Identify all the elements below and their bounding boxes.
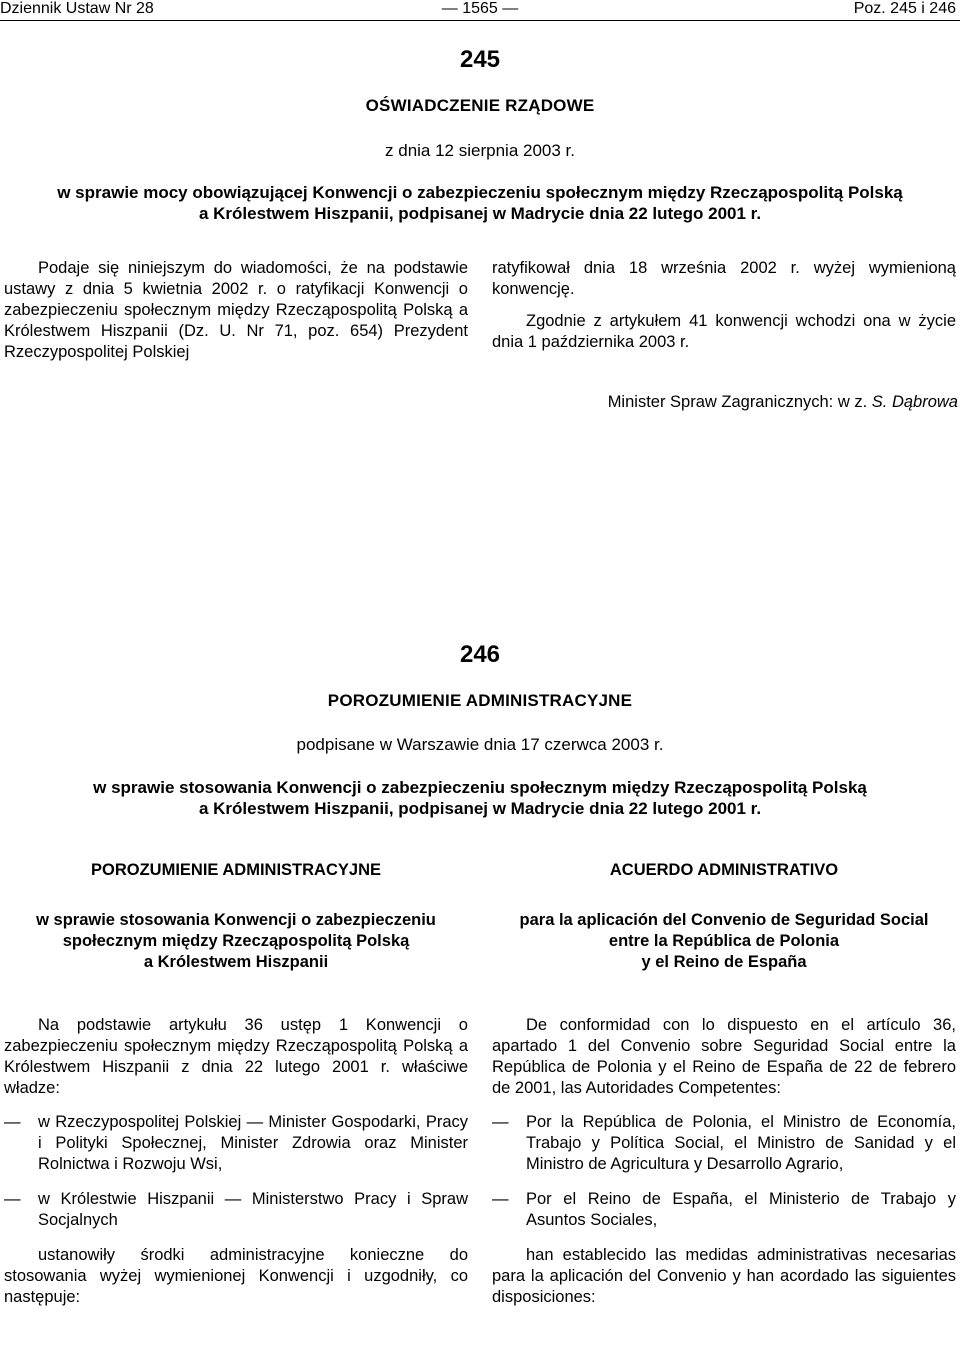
pl-item1-text: w Rzeczypospolitej Polskiej — Minister Gospodarki, Pracy i Polityki Społecznej, Minister Zdrowia oraz Minister Rolnictwa i Rozwoju Wsi, — [38, 1113, 468, 1173]
doc246-date: podpisane w Warszawie dnia 17 czerwca 2003 r. — [296, 735, 664, 754]
doc246-number: 246 — [459, 641, 501, 668]
pl-agreement-subtitle — [4, 910, 468, 973]
doc245-right-paragraph1: ratyfikował dnia 18 września 2002 r. wyżej wymienioną konwencję. — [492, 259, 956, 298]
signature-name: S. Dąbrowa — [871, 393, 958, 411]
pl-subtitle-line2: społecznym między Rzecząpospolitą Polską — [62, 932, 410, 950]
pl-agreement-title: POROZUMIENIE ADMINISTRACYJNE — [91, 861, 381, 879]
page-number: — 1565 — — [441, 0, 519, 17]
doc246-subject-line2: a Królestwem Hiszpanii, podpisanej w Madrycie dnia 22 lutego 2001 r. — [198, 799, 762, 818]
doc245-subject-line1: w sprawie mocy obowiązującej Konwencji o zabezpieczeniu społecznym między Rzecząpospolitą Polską — [57, 183, 903, 202]
signature-role: Minister Spraw Zagranicznych: w z. — [607, 393, 872, 411]
es-item2-text: Por el Reino de España, el Ministerio de Trabajo y Asuntos Sociales, — [526, 1190, 956, 1229]
pl-closing: ustanowiły środki administracyjne konieczne do stosowania wyżej wymienionej Konwencji i uzgodniły, co następuje: — [4, 1246, 468, 1306]
es-body — [492, 1015, 956, 1308]
dash-marker: — — [492, 1190, 509, 1208]
pl-list-item — [4, 1112, 468, 1175]
es-agreement-title: ACUERDO ADMINISTRATIVO — [609, 861, 839, 879]
header-rule — [0, 20, 960, 21]
es-intro: De conformidad con lo dispuesto en el artículo 36, apartado 1 del Convenio sobre Seguridad Social entre la República de Polonia y el Reino de España de 22 de febrero de 2001, las Autoridades Competentes: — [492, 1016, 956, 1097]
doc245-right-column — [492, 258, 956, 353]
doc245-title: OŚWIADCZENIE RZĄDOWE — [365, 96, 595, 115]
dash-marker: — — [4, 1113, 21, 1131]
doc245-left-column — [4, 258, 468, 363]
doc245-signature — [358, 393, 958, 412]
pl-intro: Na podstawie artykułu 36 ustęp 1 Konwencji o zabezpieczeniu społecznym między Rzecząpospolitą Polską a Królestwem Hiszpanii z dnia 22 lutego 2001 r. właściwe władze: — [4, 1016, 468, 1097]
pl-subtitle-line1: w sprawie stosowania Konwencji o zabezpieczeniu — [36, 911, 436, 929]
pl-item2-text: w Królestwie Hiszpanii — Ministerstwo Pracy i Spraw Socjalnych — [38, 1190, 468, 1229]
dash-marker: — — [4, 1190, 21, 1208]
pl-list-item — [4, 1189, 468, 1231]
page-header — [0, 0, 960, 20]
doc245-right-paragraph2: Zgodnie z artykułem 41 konwencji wchodzi ona w życie dnia 1 października 2003 r. — [492, 312, 956, 351]
doc246-subject-line1: w sprawie stosowania Konwencji o zabezpieczeniu społecznym między Rzecząpospolitą Polską — [93, 778, 867, 797]
doc245-subject-line2: a Królestwem Hiszpanii, podpisanej w Madrycie dnia 22 lutego 2001 r. — [198, 204, 762, 223]
doc246-subject — [0, 777, 960, 819]
es-agreement-subtitle — [492, 910, 956, 973]
es-list-item — [492, 1189, 956, 1231]
es-closing: han establecido las medidas administrativas necesarias para la aplicación del Convenio y han acordado las siguientes disposiciones: — [492, 1246, 956, 1306]
dash-marker: — — [492, 1113, 509, 1131]
es-subtitle-line2: entre la República de Polonia — [608, 932, 840, 950]
pl-subtitle-line3: a Królestwem Hiszpanii — [143, 953, 329, 971]
doc245-number: 245 — [459, 46, 501, 73]
pl-body — [4, 1015, 468, 1308]
es-list-item — [492, 1112, 956, 1175]
doc245-date: z dnia 12 sierpnia 2003 r. — [385, 141, 575, 160]
es-subtitle-line3: y el Reino de España — [641, 953, 807, 971]
es-item1-text: Por la República de Polonia, el Ministro de Economía, Trabajo y Política Social, el Ministro de Sanidad y el Ministro de Agricultura y Desarrollo Agrario, — [526, 1113, 956, 1173]
journal-name: Dziennik Ustaw Nr 28 — [0, 0, 154, 17]
doc245-left-paragraph: Podaje się niniejszym do wiadomości, że na podstawie ustawy z dnia 5 kwietnia 2002 r. o ratyfikacji Konwencji o zabezpieczeniu społecznym między Rzecząpospolitą Polską a Królestwem Hiszpanii (Dz. U. Nr 71, poz. 654) Prezydent Rzeczypospolitej Polskiej — [4, 259, 468, 361]
doc246-title: POROZUMIENIE ADMINISTRACYJNE — [327, 691, 633, 710]
position-numbers: Poz. 245 i 246 — [853, 0, 956, 17]
doc245-subject — [0, 182, 960, 224]
es-subtitle-line1: para la aplicación del Convenio de Seguridad Social — [519, 911, 929, 929]
